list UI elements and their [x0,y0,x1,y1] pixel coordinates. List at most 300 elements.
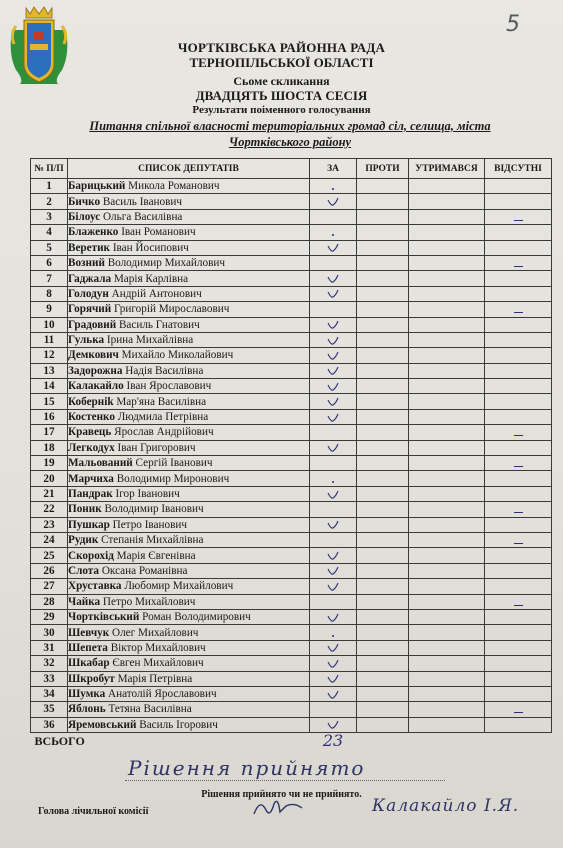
deputy-given-names: Марія Петрівна [117,672,193,685]
deputy-given-names: Володимир Михайлович [107,257,225,270]
deputy-surname: Гулька [68,334,105,347]
check-mark-icon [310,520,356,530]
vote-abstained-cell [409,563,485,578]
deputy-given-names: Іван Ярославович [126,380,212,393]
deputy-name [68,409,310,424]
row-number: 35 [31,702,68,717]
deputy-name [68,225,310,240]
deputy-name [68,194,310,209]
total-row [31,733,552,750]
vote-abstained-cell [409,486,485,501]
col-header-for: ЗА [310,159,357,179]
convocation-label: Сьоме скликання [233,74,330,88]
session-title: ДВАДЦЯТЬ ШОСТА СЕСІЯ [195,88,368,103]
vote-for-cell [310,286,357,301]
vote-abstained-cell [409,579,485,594]
vote-for-cell [310,502,357,517]
vote-against-cell [357,209,409,224]
deputy-name [68,179,310,194]
vote-abstained-cell [409,594,485,609]
vote-for-cell [310,625,357,640]
vote-absent-cell [485,209,552,224]
row-number: 10 [31,317,68,332]
row-number: 26 [31,563,68,578]
vote-abstained-cell [409,379,485,394]
check-mark-icon [310,674,356,684]
deputy-given-names: Ірина Михайлівна [106,334,194,347]
deputy-surname: Яблонь [68,703,106,716]
table-row [31,348,552,363]
dot-mark-icon [332,234,334,236]
deputy-name [68,656,310,671]
row-number: 30 [31,625,68,640]
vote-against-cell [357,379,409,394]
row-number: 2 [31,194,68,209]
vote-for-cell [310,486,357,501]
handwritten-decision: Рішення прийнято [128,756,366,780]
region-title: ТЕРНОПІЛЬСЬКОЇ ОБЛАСТІ [189,55,374,70]
vote-abstained-cell [409,502,485,517]
deputy-name [68,625,310,640]
vote-for-cell [310,671,357,686]
deputy-surname: Чортківський [68,611,140,624]
table-row [31,209,552,224]
deputy-name [68,609,310,624]
vote-abstained-cell [409,286,485,301]
dash-mark-icon [514,512,523,513]
check-mark-icon [310,443,356,453]
vote-absent-cell [485,225,552,240]
vote-for-cell [310,302,357,317]
deputy-name [68,671,310,686]
vote-for-cell [310,579,357,594]
vote-abstained-cell [409,671,485,686]
table-row [31,194,552,209]
deputy-given-names: Сергій Іванович [135,457,213,470]
vote-abstained-cell [409,425,485,440]
vote-against-cell [357,225,409,240]
row-number: 20 [31,471,68,486]
total-absent-cell [485,733,552,750]
topic-line-1: Питання спільної власності територіальних громад сіл, селища, міста [89,119,491,133]
vote-for-cell [310,332,357,347]
row-number: 19 [31,456,68,471]
check-mark-icon [310,720,356,730]
vote-for-cell [310,548,357,563]
deputy-surname: Костенко [68,411,115,424]
deputy-given-names: Василь Гнатович [118,318,200,331]
vote-absent-cell [485,594,552,609]
check-mark-icon [310,582,356,592]
table-row [31,548,552,563]
vote-against-cell [357,363,409,378]
table-row [31,425,552,440]
vote-abstained-cell [409,717,485,732]
dot-mark-icon [332,635,334,637]
check-mark-icon [310,643,356,653]
vote-absent-cell [485,717,552,732]
deputy-given-names: Григорій Мирославович [114,303,230,316]
dash-mark-icon [514,605,523,606]
deputy-name [68,286,310,301]
vote-abstained-cell [409,656,485,671]
deputy-name [68,717,310,732]
row-number: 8 [31,286,68,301]
table-row [31,656,552,671]
vote-against-cell [357,532,409,547]
row-number: 22 [31,502,68,517]
vote-abstained-cell [409,686,485,701]
table-row [31,471,552,486]
vote-against-cell [357,456,409,471]
dash-mark-icon [514,266,523,267]
row-number: 3 [31,209,68,224]
vote-for-cell [310,194,357,209]
vote-abstained-cell [409,456,485,471]
deputy-given-names: Ігор Іванович [115,488,180,500]
check-mark-icon [310,382,356,392]
vote-for-cell [310,656,357,671]
vote-for-cell [310,440,357,455]
vote-against-cell [357,348,409,363]
vote-absent-cell [485,255,552,270]
deputy-name [68,640,310,655]
vote-against-cell [357,271,409,286]
vote-abstained-cell [409,332,485,347]
row-number: 7 [31,271,68,286]
total-against-cell [357,733,409,750]
vote-abstained-cell [409,240,485,255]
deputy-surname: Блаженко [68,226,119,239]
table-row [31,717,552,732]
dot-mark-icon [332,188,334,190]
deputy-given-names: Марія Карлівна [113,272,189,285]
vote-for-cell [310,348,357,363]
vote-absent-cell [485,317,552,332]
vote-against-cell [357,656,409,671]
results-label: Результати поіменного голосування [192,104,371,116]
col-header-absent: ВІДСУТНІ [485,159,552,179]
row-number: 34 [31,686,68,701]
vote-against-cell [357,517,409,532]
deputy-name [68,363,310,378]
vote-absent-cell [485,656,552,671]
check-mark-icon [310,243,356,253]
deputy-surname: Коберніk [68,395,114,408]
vote-abstained-cell [409,179,485,194]
vote-for-cell [310,563,357,578]
deputy-name [68,394,310,409]
deputy-name [68,255,310,270]
deputy-given-names: Михайло Миколайович [121,349,234,362]
col-header-against: ПРОТИ [357,159,409,179]
table-row [31,625,552,640]
table-row [31,671,552,686]
deputy-given-names: Марія Євгенівна [116,549,196,562]
vote-absent-cell [485,286,552,301]
table-row [31,456,552,471]
vote-for-cell [310,409,357,424]
row-number: 16 [31,409,68,424]
vote-against-cell [357,440,409,455]
row-number: 6 [31,255,68,270]
table-row [31,532,552,547]
vote-for-cell [310,209,357,224]
col-header-number: № П/П [31,159,68,179]
vote-against-cell [357,194,409,209]
vote-abstained-cell [409,271,485,286]
check-mark-icon [310,274,356,284]
deputy-name [68,302,310,317]
table-row [31,317,552,332]
vote-absent-cell [485,332,552,347]
vote-for-cell [310,271,357,286]
deputy-given-names: Віктор Михайлович [110,641,206,654]
vote-against-cell [357,625,409,640]
table-row [31,609,552,624]
vote-absent-cell [485,517,552,532]
deputy-surname: Пушкар [68,518,110,531]
deputy-name [68,425,310,440]
deputy-surname: Чайка [68,595,101,608]
table-row [31,255,552,270]
row-number: 25 [31,548,68,563]
deputy-name [68,563,310,578]
row-number: 23 [31,517,68,532]
vote-abstained-cell [409,440,485,455]
table-row [31,179,552,194]
vote-absent-cell [485,702,552,717]
deputy-surname: Поник [68,503,102,516]
vote-abstained-cell [409,640,485,655]
deputy-given-names: Роман Володимирович [142,611,251,624]
table-row [31,225,552,240]
table-row [31,240,552,255]
dot-mark-icon [332,481,334,483]
deputy-name [68,594,310,609]
deputy-surname: Білоус [68,210,101,223]
deputy-surname: Шевчук [68,626,110,639]
deputy-name [68,317,310,332]
deputy-surname: Задорожна [68,364,123,377]
deputy-given-names: Анатолій Ярославович [108,688,217,701]
vote-absent-cell [485,179,552,194]
council-title: ЧОРТКІВСЬКА РАЙОННА РАДА [177,40,386,55]
col-header-deputies: СПИСОК ДЕПУТАТІВ [68,159,310,179]
deputy-given-names: Людмила Петрівна [117,411,209,424]
table-row [31,379,552,394]
signature-name: Калакайло І.Я. [372,796,520,816]
table-row [31,394,552,409]
vote-abstained-cell [409,317,485,332]
vote-absent-cell [485,394,552,409]
check-mark-icon [310,690,356,700]
deputy-surname: Мальований [68,457,133,470]
vote-absent-cell [485,271,552,286]
table-row [31,271,552,286]
page-number: 5 [506,12,520,37]
vote-against-cell [357,686,409,701]
vote-against-cell [357,317,409,332]
deputy-given-names: Тетяна Василівна [108,703,192,716]
table-row [31,579,552,594]
deputy-name [68,456,310,471]
deputy-given-names: Євген Михайлович [112,657,204,670]
vote-for-cell [310,363,357,378]
deputy-surname: Веретик [68,241,111,254]
vote-for-cell [310,255,357,270]
check-mark-icon [310,659,356,669]
vote-absent-cell [485,502,552,517]
vote-absent-cell [485,548,552,563]
deputy-given-names: Ярослав Андрійович [114,426,214,439]
deputy-surname: Шкробут [68,672,115,685]
deputy-given-names: Надія Василівна [125,364,204,377]
row-number: 28 [31,594,68,609]
dash-mark-icon [514,712,523,713]
row-number: 33 [31,671,68,686]
deputy-surname: Барицький [68,180,126,193]
deputy-given-names: Іван Григорович [117,441,196,454]
check-mark-icon [310,566,356,576]
total-for-value: 23 [310,733,357,750]
check-mark-icon [310,613,356,623]
table-row [31,517,552,532]
row-number: 29 [31,609,68,624]
deputy-surname: Шумка [68,688,106,701]
row-number: 1 [31,179,68,194]
vote-absent-cell [485,579,552,594]
row-number: 14 [31,379,68,394]
deputy-surname: Марчиха [68,472,114,485]
deputy-surname: Горячий [68,303,112,316]
deputy-name [68,517,310,532]
vote-abstained-cell [409,532,485,547]
deputy-surname: Легкодух [68,441,115,454]
vote-absent-cell [485,609,552,624]
row-number: 17 [31,425,68,440]
deputy-name [68,502,310,517]
vote-against-cell [357,394,409,409]
dash-mark-icon [514,466,523,467]
vote-for-cell [310,394,357,409]
vote-against-cell [357,332,409,347]
vote-absent-cell [485,532,552,547]
row-number: 31 [31,640,68,655]
deputy-given-names: Микола Романович [128,180,220,193]
deputy-name [68,379,310,394]
vote-absent-cell [485,471,552,486]
check-mark-icon [310,351,356,361]
vote-against-cell [357,302,409,317]
deputy-surname: Слота [68,564,100,577]
vote-abstained-cell [409,702,485,717]
col-header-abstained: УТРИМАВСЯ [409,159,485,179]
deputy-given-names: Ольга Василівна [102,210,183,223]
vote-for-cell [310,702,357,717]
deputy-name [68,486,310,501]
deputy-surname: Градовий [68,318,117,331]
vote-abstained-cell [409,255,485,270]
deputy-given-names: Василь Ігорович [139,718,218,731]
check-mark-icon [310,336,356,346]
row-number: 5 [31,240,68,255]
dash-mark-icon [514,543,523,544]
row-number: 24 [31,532,68,547]
vote-for-cell [310,609,357,624]
vote-against-cell [357,286,409,301]
table-header-row [31,159,552,179]
table-row [31,363,552,378]
vote-against-cell [357,717,409,732]
vote-against-cell [357,548,409,563]
dash-mark-icon [514,435,523,436]
vote-absent-cell [485,409,552,424]
deputy-given-names: Степанія Михайлівна [101,534,204,547]
table-row [31,332,552,347]
chair-label: Голова лічильної комісії [38,806,149,817]
deputy-surname: Рудик [68,534,99,547]
check-mark-icon [310,197,356,207]
vote-for-cell [310,517,357,532]
vote-for-cell [310,471,357,486]
vote-abstained-cell [409,609,485,624]
deputy-given-names: Петро Іванович [112,518,187,531]
vote-absent-cell [485,640,552,655]
vote-absent-cell [485,563,552,578]
vote-abstained-cell [409,625,485,640]
deputy-given-names: Володимир Іванович [104,503,204,516]
check-mark-icon [310,551,356,561]
deputy-surname: Гаджала [68,272,112,285]
check-mark-icon [310,289,356,299]
deputy-name [68,209,310,224]
vote-against-cell [357,240,409,255]
topic-line-2: Чортківського району [228,135,352,149]
table-row [31,702,552,717]
vote-abstained-cell [409,225,485,240]
deputy-surname: Калакайло [68,380,124,393]
deputy-given-names: Петро Михайлович [102,595,196,608]
vote-abstained-cell [409,194,485,209]
table-row [31,409,552,424]
deputy-name [68,240,310,255]
vote-absent-cell [485,425,552,440]
total-abstained-cell [409,733,485,750]
decision-caption: Рішення прийнято чи не прийнято. [201,789,362,800]
vote-against-cell [357,486,409,501]
vote-abstained-cell [409,394,485,409]
table-row [31,302,552,317]
table-row [31,440,552,455]
check-mark-icon [310,413,356,423]
vote-abstained-cell [409,548,485,563]
deputy-given-names: Мар'яна Василівна [116,395,207,408]
vote-absent-cell [485,302,552,317]
vote-absent-cell [485,348,552,363]
decision-underline [125,780,445,781]
table-row [31,640,552,655]
deputy-given-names: Володимир Миронович [116,472,230,485]
vote-for-cell [310,686,357,701]
vote-abstained-cell [409,471,485,486]
check-mark-icon [310,397,356,407]
deputy-surname: Бичко [68,195,101,208]
signature-scribble-icon [250,794,310,820]
row-number: 27 [31,579,68,594]
vote-against-cell [357,502,409,517]
vote-abstained-cell [409,302,485,317]
